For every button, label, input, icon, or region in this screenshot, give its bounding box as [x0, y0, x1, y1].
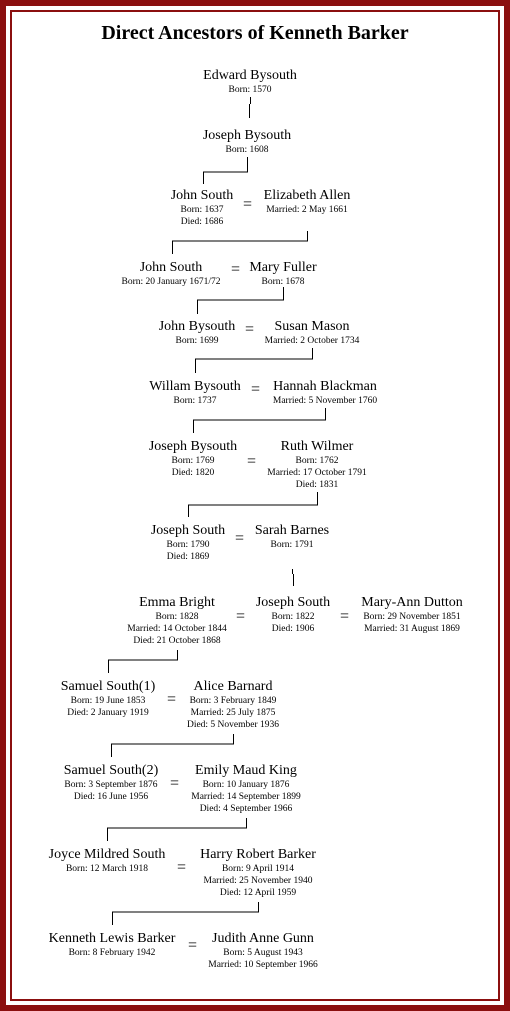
person-detail: Married: 17 October 1791 — [267, 468, 367, 478]
person-ruth-wilmer — [207, 439, 427, 491]
person-detail: Born: 12 March 1918 — [65, 864, 149, 874]
person-detail: Died: 16 June 1956 — [73, 792, 149, 802]
person-name: Samuel South(2) — [63, 763, 159, 778]
person-name: Sarah Barnes — [254, 523, 330, 538]
person-susan-mason — [202, 319, 422, 347]
descent-connector — [198, 287, 284, 314]
person-elizabeth-allen — [197, 188, 417, 216]
person-name: John South — [170, 188, 234, 203]
descent-connector — [189, 492, 318, 517]
person-detail: Died: 2 January 1919 — [67, 708, 149, 718]
marriage-equals-sign: = — [251, 381, 261, 398]
descent-connector — [293, 569, 294, 586]
person-name: Elizabeth Allen — [263, 188, 351, 203]
descent-connector — [250, 97, 251, 118]
person-name: Edward Bysouth — [203, 68, 297, 83]
person-name: John South — [139, 260, 203, 275]
person-joseph-bysouth-1608 — [137, 128, 357, 156]
marriage-equals-sign: = — [188, 937, 198, 954]
page-title: Direct Ancestors of Kenneth Barker — [101, 22, 409, 44]
person-detail: Born: 1769 — [171, 456, 215, 466]
person-hannah-blackman — [215, 379, 435, 407]
person-name: Joseph Bysouth — [148, 439, 238, 454]
marriage-equals-sign: = — [340, 608, 350, 625]
person-detail: Died: 1820 — [171, 468, 215, 478]
person-detail: Born: 29 November 1851 — [363, 612, 461, 622]
person-detail: Born: 9 April 1914 — [221, 864, 295, 874]
person-detail: Died: 12 April 1959 — [219, 888, 297, 898]
person-detail: Died: 1906 — [271, 624, 315, 634]
person-detail: Born: 1608 — [225, 145, 269, 155]
descent-connector — [173, 231, 308, 254]
person-detail: Died: 21 October 1868 — [133, 636, 221, 646]
marriage-equals-sign: = — [167, 691, 177, 708]
person-detail: Married: 25 July 1875 — [190, 708, 276, 718]
person-emily-maud-king — [136, 763, 356, 815]
person-name: Emily Maud King — [195, 763, 297, 778]
person-detail: Died: 1869 — [166, 552, 210, 562]
person-detail: Died: 1831 — [295, 480, 339, 490]
person-detail: Born: 1790 — [166, 540, 210, 550]
person-detail: Born: 1737 — [173, 396, 217, 406]
person-name: Alice Barnard — [193, 679, 273, 694]
person-name: Kenneth Lewis Barker — [48, 931, 176, 946]
person-mary-ann-dutton — [302, 595, 510, 635]
person-edward-bysouth — [140, 68, 360, 96]
marriage-equals-sign: = — [231, 261, 241, 278]
marriage-equals-sign: = — [247, 453, 257, 470]
person-detail: Died: 4 September 1966 — [199, 804, 293, 814]
person-name: Judith Anne Gunn — [212, 931, 314, 946]
person-detail: Born: 3 September 1876 — [64, 780, 158, 790]
person-name: Joseph South — [255, 595, 331, 610]
person-name: Ruth Wilmer — [280, 439, 354, 454]
person-detail: Married: 14 October 1844 — [127, 624, 227, 634]
marriage-equals-sign: = — [243, 196, 253, 213]
person-detail: Born: 1822 — [271, 612, 315, 622]
person-detail: Born: 8 February 1942 — [68, 948, 156, 958]
person-mary-fuller — [173, 260, 393, 288]
person-name: John Bysouth — [158, 319, 236, 334]
person-detail: Born: 1678 — [261, 277, 305, 287]
person-sarah-barnes — [182, 523, 402, 551]
person-name: Mary Fuller — [249, 260, 317, 275]
person-detail: Born: 5 August 1943 — [223, 948, 303, 958]
person-detail: Born: 1570 — [228, 85, 272, 95]
person-detail: Married: 14 September 1899 — [191, 792, 301, 802]
person-detail: Married: 2 October 1734 — [264, 336, 360, 346]
person-name: Samuel South(1) — [60, 679, 156, 694]
person-name: Hannah Blackman — [273, 379, 377, 394]
person-detail: Died: 5 November 1936 — [186, 720, 280, 730]
person-detail: Born: 19 June 1853 — [70, 696, 146, 706]
descent-connector — [196, 348, 313, 373]
marriage-equals-sign: = — [245, 321, 255, 338]
person-detail: Married: 5 November 1760 — [272, 396, 378, 406]
person-name: Joyce Mildred South — [48, 847, 166, 862]
person-judith-anne-gunn — [153, 931, 373, 971]
person-detail: Born: 1762 — [295, 456, 339, 466]
person-name: Mary-Ann Dutton — [361, 595, 463, 610]
person-detail: Born: 10 January 1876 — [202, 780, 290, 790]
descent-connector — [109, 650, 178, 673]
person-detail: Born: 1828 — [155, 612, 199, 622]
person-name: Willam Bysouth — [149, 379, 241, 394]
person-detail: Born: 1791 — [270, 540, 314, 550]
descent-connector — [194, 408, 326, 433]
person-detail: Born: 3 February 1849 — [189, 696, 277, 706]
person-detail: Married: 31 August 1869 — [364, 624, 460, 634]
marriage-equals-sign: = — [170, 775, 180, 792]
person-detail: Married: 2 May 1661 — [266, 205, 348, 215]
person-detail: Married: 10 September 1966 — [208, 960, 318, 970]
marriage-equals-sign: = — [177, 859, 187, 876]
person-name: Emma Bright — [139, 595, 215, 610]
person-name: Harry Robert Barker — [200, 847, 316, 862]
descent-connector — [204, 157, 248, 184]
person-detail: Married: 25 November 1940 — [203, 876, 313, 886]
person-detail: Born: 20 January 1671/72 — [121, 277, 221, 287]
descent-connector — [108, 818, 247, 841]
marriage-equals-sign: = — [236, 608, 246, 625]
person-name: Susan Mason — [274, 319, 350, 334]
person-detail: Born: 1637 — [180, 205, 224, 215]
person-name: Joseph Bysouth — [202, 128, 292, 143]
person-detail: Died: 1686 — [180, 217, 224, 227]
descent-connector — [113, 902, 259, 925]
person-alice-barnard — [123, 679, 343, 731]
person-name: Joseph South — [150, 523, 226, 538]
marriage-equals-sign: = — [235, 530, 245, 547]
descent-connector — [112, 734, 234, 757]
person-detail: Born: 1699 — [175, 336, 219, 346]
